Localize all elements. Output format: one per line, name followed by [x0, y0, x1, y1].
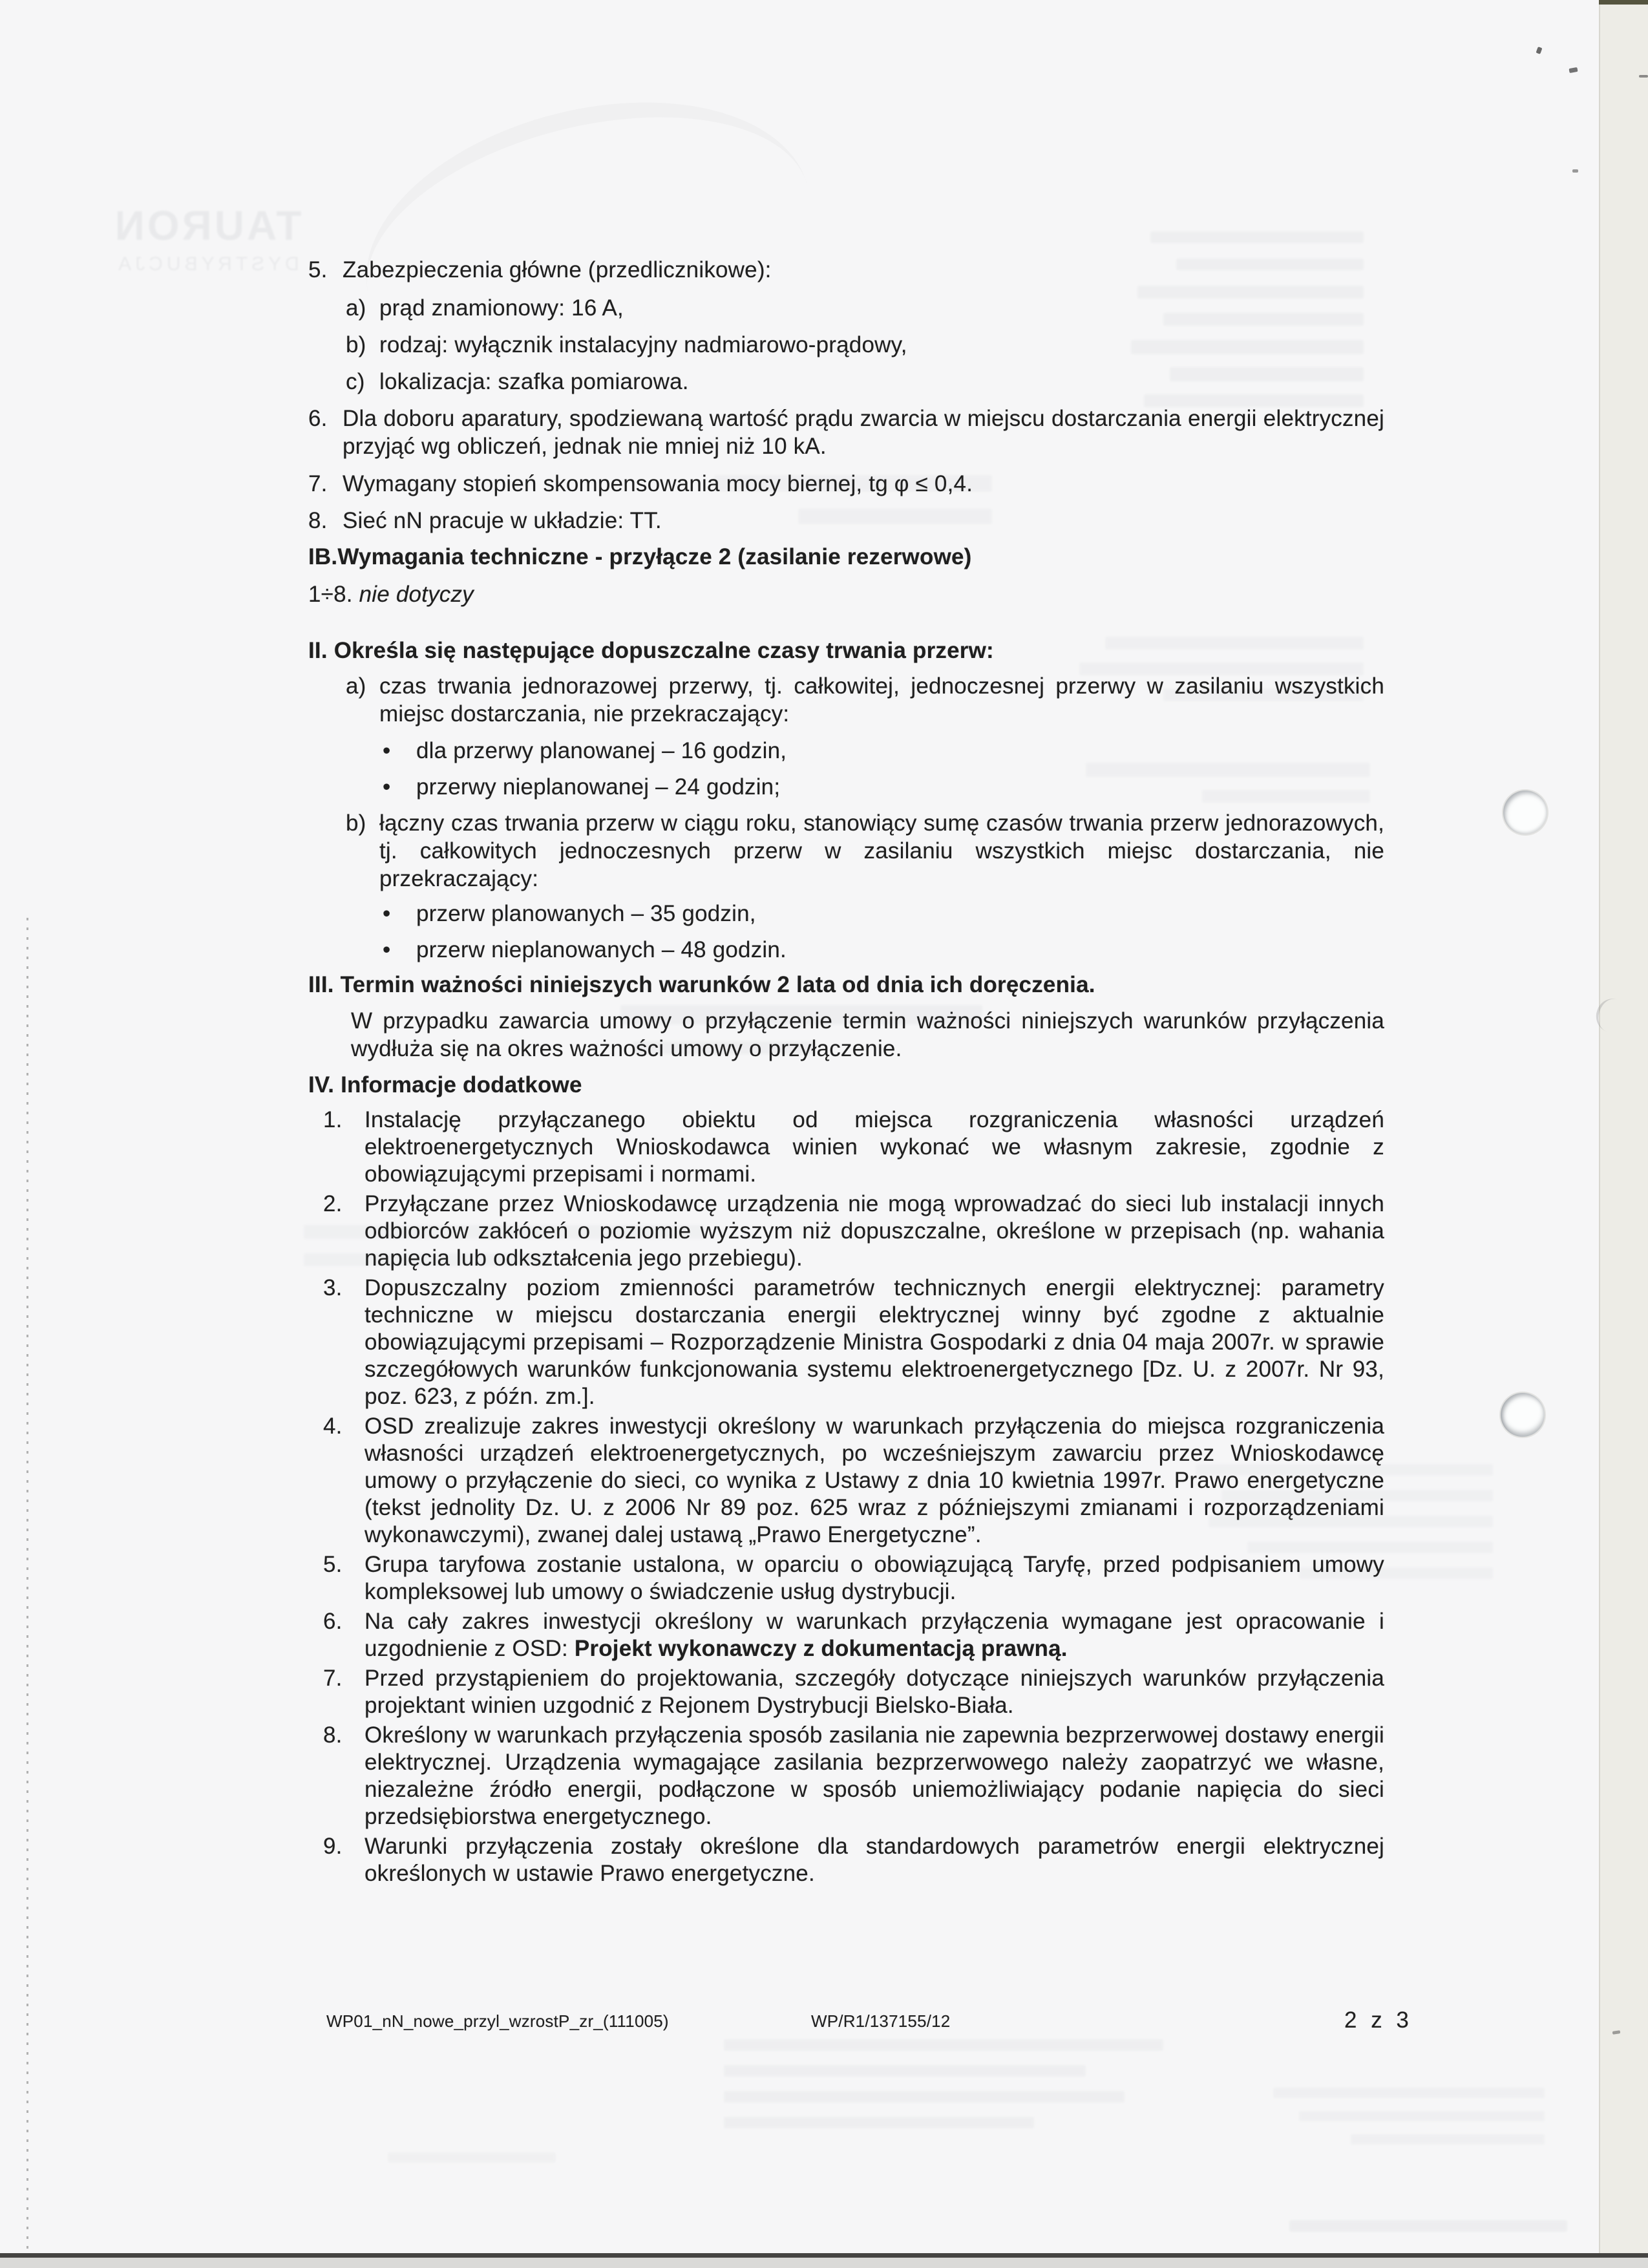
bullet-item [383, 936, 1093, 964]
list-item-5 [308, 256, 1384, 284]
bleedthrough-artifact [724, 2039, 1176, 2145]
bullet-text: przerw planowanych – 35 godzin, [416, 901, 756, 926]
punch-hole [1501, 1393, 1545, 1437]
punch-hole [1503, 790, 1547, 834]
list-item-text: lokalizacja: szafka pomiarowa. [379, 369, 689, 394]
list-number: 9. [323, 1834, 343, 1859]
list-item-6 [308, 405, 1384, 460]
list-item-5b [346, 331, 1384, 359]
list-number: 4. [323, 1414, 343, 1439]
section-ii-title: II. Określa się następujące dopuszczalne czasy trwania przerw: [308, 638, 994, 663]
section-iii-title: III. Termin ważności niniejszych warunków 2 lata od dnia ich doręczenia. [308, 972, 1095, 997]
list-item [323, 1191, 1384, 1272]
list-item-text: OSD zrealizuje zakres inwestycji określony w warunkach przyłączenia do miejsca rozgraniczenia własności urządzeń elektroenergetycznych, po wcześniejszym zawarciu przez Wnioskodawcę umowy o przyłączenie do sieci, co wynika z Ustawy z dnia 10 kwietnia 1997r. Prawo energetyczne (tekst jednolity Dz. U. z 2006 Nr 89 poz. 625 wraz z późniejszymi zmianami i rozporządzeniami wykonawczymi), zwanej dalej ustawą „Prawo Energetyczne”. [364, 1414, 1384, 1547]
list-item-text: prąd znamionowy: 16 A, [379, 295, 624, 321]
list-item [323, 1833, 1384, 1887]
list-item-text: rodzaj: wyłącznik instalacyjny nadmiarowo-prądowy, [379, 332, 907, 357]
list-number: 6. [323, 1609, 343, 1634]
note-prefix: 1÷8. [308, 582, 359, 607]
list-item-text-bold: Projekt wykonawczy z dokumentacją prawną. [574, 1636, 1068, 1661]
footer-reference-number: WP/R1/137155/12 [811, 2011, 951, 2031]
list-item-text: Warunki przyłączenia zostały określone dla standardowych parametrów energii elektrycznej określonych w ustawie Prawo energetyczne. [364, 1834, 1384, 1886]
list-item-text: Grupa taryfowa zostanie ustalona, w oparciu o obowiązującą Taryfę, przed podpisaniem umowy kompleksowej lub umowy o świadczenie usług dystrybucji. [364, 1552, 1384, 1604]
list-item-text: Dopuszczalny poziom zmienności parametrów technicznych energii elektrycznej: parametry techniczne w miejscu dostarczania energii elektrycznej winny być zgodne z aktualnie obowiązującymi przepisami – Rozporządzenie Ministra Gospodarki z dnia 04 maja 2007r. w sprawie szczegółowych warunków funkcjonowania systemu elektroenergetycznego [Dz. U. z 2007r. Nr 93, poz. 623, z późn. zm.]. [364, 1275, 1384, 1409]
section-ib-title: IB.Wymagania techniczne - przyłącze 2 (zasilanie rezerwowe) [308, 544, 972, 569]
list-item-7 [308, 470, 1384, 498]
list-letter: b) [346, 332, 366, 357]
list-item-text: czas trwania jednorazowej przerwy, tj. całkowitej, jednoczesnej przerwy w zasilaniu wszystkich miejsc dostarczania, nie przekraczający: [379, 673, 1384, 726]
watermark-sub-text: DYSTRYBUCJA [114, 253, 299, 275]
list-number: 7. [308, 471, 328, 496]
bullet-text: przerw nieplanowanych – 48 godzin. [416, 937, 787, 962]
bullet-dot-icon: • [383, 738, 391, 763]
list-item-text: Wymagany stopień skompensowania mocy biernej, tg φ ≤ 0,4. [343, 471, 973, 496]
list-item [323, 1107, 1384, 1188]
list-item [323, 1608, 1384, 1662]
list-item-text: Przyłączane przez Wnioskodawcę urządzenia nie mogą wprowadzać do sieci lub instalacji innych odbiorców zakłóceń o poziomie wyższym niż dopuszczalne, określone w przepisach (np. wahania napięcia lub odkształcenia jego przebiegu). [364, 1191, 1384, 1271]
list-item-text: Określony w warunkach przyłączenia sposób zasilania nie zapewnia bezprzerwowej dostawy energii elektrycznej. Urządzenia wymagające zasilania bezprzerwowego należy zaopatrzyć we własne, niezależne źródło energii, podłączone w sposób uniemożliwiający podanie napięcia do sieci przedsiębiorstwa energetycznego. [364, 1722, 1384, 1829]
list-item-text: Zabezpieczenia główne (przedlicznikowe): [343, 257, 772, 282]
list-number: 2. [323, 1191, 343, 1216]
list-item-5c [346, 368, 1384, 396]
ink-speck [1639, 75, 1648, 78]
section-iv-list [323, 1107, 1384, 1890]
scan-dotted-line-artifact [26, 918, 28, 2251]
list-item-text: Na cały zakres inwestycji określony w warunkach przyłączenia wymagane jest opracowanie i uzgodnienie z OSD: [364, 1609, 1384, 1661]
scan-bottom-strip [0, 2258, 1648, 2268]
list-item [323, 1551, 1384, 1606]
list-item-text: Dla doboru aparatury, spodziewaną wartość prądu zwarcia w miejscu dostarczania energii elektrycznej przyjąć wg obliczeń, jednak nie mniej niż 10 kA. [343, 406, 1384, 459]
section-ii-item-a [346, 672, 1384, 728]
bullet-text: przerwy nieplanowanej – 24 godzin; [416, 774, 781, 800]
section-ii-item-b [346, 809, 1384, 893]
list-item [323, 1275, 1384, 1410]
list-letter: a) [346, 295, 366, 321]
list-letter: a) [346, 673, 366, 699]
bullet-item [383, 900, 1093, 927]
bullet-dot-icon: • [383, 774, 391, 800]
note-italic-text: nie dotyczy [359, 582, 474, 607]
watermark-brand-text: TAURON [112, 202, 302, 249]
bullet-dot-icon: • [383, 937, 391, 962]
ink-speck [1569, 67, 1578, 73]
ink-speck [1572, 169, 1578, 173]
list-item-text: Przed przystąpieniem do projektowania, szczegóły dotyczące niniejszych warunków przyłączenia projektant winien uzgodnić z Rejonem Dystrybucji Bielsko-Biała. [364, 1666, 1384, 1718]
list-item-5a [346, 294, 1384, 322]
scan-edge-artifact [1599, 0, 1648, 5]
list-number: 5. [323, 1552, 343, 1577]
list-number: 3. [323, 1275, 343, 1300]
list-number: 1. [323, 1107, 343, 1132]
bullet-item [383, 737, 1093, 765]
list-item-text: łączny czas trwania przerw w ciągu roku, stanowiący sumę czasów trwania przerw jednorazowych, tj. całkowitych jednoczesnych przerw w zasilaniu wszystkich miejsc dostarczania, nie przekraczający: [379, 811, 1384, 891]
bullet-text: dla przerwy planowanej – 16 godzin, [416, 738, 787, 763]
list-number: 5. [308, 257, 328, 282]
bullet-dot-icon: • [383, 901, 391, 926]
list-number: 8. [308, 508, 328, 533]
section-ib-note [308, 580, 890, 608]
list-item-text: Instalację przyłączanego obiektu od miejsca rozgraniczenia własności urządzeń elektroenergetycznych Wnioskodawca winien wykonać we własnym zakresie, zgodnie z obowiązującymi przepisami i normami. [364, 1107, 1384, 1187]
scan-bottom-edge [0, 2253, 1648, 2258]
footer-form-code: WP01_nN_nowe_przyl_wzrostP_zr_(111005) [326, 2011, 669, 2031]
list-item-text: Sieć nN pracuje w układzie: TT. [343, 508, 662, 533]
bullet-item [383, 773, 1093, 801]
list-letter: c) [346, 369, 365, 394]
list-item-8 [308, 507, 1384, 535]
list-item [323, 1665, 1384, 1719]
list-item [323, 1722, 1384, 1830]
list-number: 8. [323, 1722, 343, 1748]
scanner-background-strip [1599, 0, 1648, 2268]
list-number: 6. [308, 406, 328, 431]
list-letter: b) [346, 811, 366, 836]
list-item [323, 1413, 1384, 1549]
bleedthrough-artifact [388, 2152, 562, 2179]
section-iii-paragraph: W przypadku zawarcia umowy o przyłączenie termin ważności niniejszych warunków przyłączenia wydłuża się na okres ważności umowy o przyłączenie. [351, 1008, 1384, 1061]
section-iv-title: IV. Informacje dodatkowe [308, 1072, 582, 1097]
tauron-logo-watermark [90, 202, 323, 275]
bleedthrough-artifact [1267, 2088, 1545, 2161]
ink-speck [1536, 47, 1543, 54]
footer-page-number: 2 z 3 [1344, 2008, 1413, 2033]
list-number: 7. [323, 1666, 343, 1691]
bleedthrough-artifact [1283, 2220, 1567, 2249]
